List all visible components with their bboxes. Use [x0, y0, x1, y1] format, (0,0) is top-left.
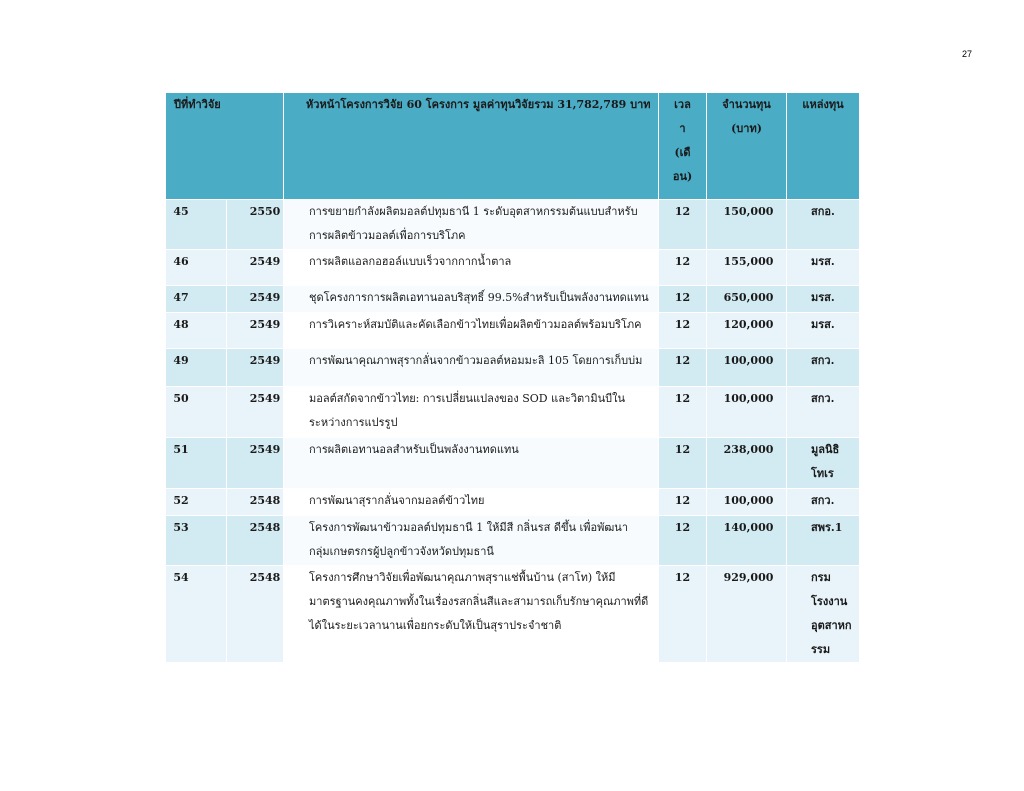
row-number: 49 — [166, 349, 227, 387]
row-year: 2549 — [227, 250, 284, 286]
row-year: 2548 — [227, 489, 284, 516]
row-amount: 238,000 — [707, 438, 787, 489]
cell-line: มูลนิธิ — [811, 443, 840, 456]
row-source — [787, 489, 860, 516]
cell-line: การพัฒนาคุณภาพสุรากลั่นจากข้าวมอลต์หอมมะลิ 105 โดยการเก็บบ่ม — [309, 354, 643, 367]
cell-line: กลุ่มเกษตรกรผู้ปลูกข้าวจังหวัดปทุมธานี — [309, 545, 494, 558]
row-duration: 12 — [659, 438, 707, 489]
row-amount: 100,000 — [707, 387, 787, 438]
row-number: 48 — [166, 313, 227, 349]
row-duration: 12 — [659, 489, 707, 516]
row-year: 2549 — [227, 313, 284, 349]
row-topic — [284, 516, 659, 566]
row-number: 46 — [166, 250, 227, 286]
row-amount: 100,000 — [707, 349, 787, 387]
cell-line: มาตรฐานคงคุณภาพทั้งในเรื่องรสกลิ่นสีและสามารถเก็บรักษาคุณภาพที่ดี — [309, 595, 649, 608]
cell-line: (เดื — [674, 146, 691, 159]
row-duration: 12 — [659, 313, 707, 349]
research-projects-table — [165, 92, 860, 663]
cell-line: อุตสาหก — [811, 619, 852, 632]
cell-line: การผลิตข้าวมอลต์เพื่อการบริโภค — [309, 229, 466, 242]
cell-line: (บาท) — [731, 122, 762, 135]
row-source — [787, 438, 860, 489]
table-row — [166, 438, 860, 489]
cell-line: ชุดโครงการการผลิตเอทานอลบริสุทธิ์ 99.5%สำหรับเป็นพลังงานทดแทน — [309, 291, 649, 304]
cell-line: มรส. — [811, 255, 835, 268]
row-number: 52 — [166, 489, 227, 516]
header-duration — [659, 93, 707, 200]
row-source — [787, 313, 860, 349]
cell-line: โครงการศึกษาวิจัยเพื่อพัฒนาคุณภาพสุราแช่พื้นบ้าน (สาโท) ให้มี — [309, 571, 616, 584]
table-row — [166, 313, 860, 349]
table-row — [166, 349, 860, 387]
row-duration: 12 — [659, 286, 707, 313]
row-duration: 12 — [659, 516, 707, 566]
cell-line: มอลต์สกัดจากข้าวไทย: การเปลี่ยนแปลงของ SOD และวิตามินบีใน — [309, 392, 625, 405]
cell-line: อน) — [672, 170, 693, 183]
row-duration: 12 — [659, 200, 707, 250]
row-amount: 929,000 — [707, 566, 787, 663]
table-row — [166, 250, 860, 286]
row-duration: 12 — [659, 387, 707, 438]
cell-line: โทเร — [811, 467, 834, 480]
page-number: 27 — [962, 49, 973, 59]
row-topic — [284, 200, 659, 250]
row-amount: 140,000 — [707, 516, 787, 566]
row-duration: 12 — [659, 349, 707, 387]
cell-line: มรส. — [811, 318, 835, 331]
cell-line: การผลิตเอทานอลสำหรับเป็นพลังงานทดแทน — [309, 443, 519, 456]
cell-line: จำนวนทุน — [722, 98, 771, 111]
row-topic — [284, 387, 659, 438]
row-amount: 100,000 — [707, 489, 787, 516]
cell-line: มรส. — [811, 291, 835, 304]
cell-line: สกอ. — [811, 205, 835, 218]
row-source — [787, 349, 860, 387]
cell-line: การขยายกำลังผลิตมอลต์ปทุมธานี 1 ระดับอุตสาหกรรมต้นแบบสำหรับ — [309, 205, 638, 218]
row-topic — [284, 489, 659, 516]
row-source — [787, 286, 860, 313]
row-topic — [284, 286, 659, 313]
cell-line: า — [679, 122, 686, 135]
cell-line: การพัฒนาสุรากลั่นจากมอลต์ข้าวไทย — [309, 494, 485, 507]
row-source — [787, 516, 860, 566]
row-amount: 120,000 — [707, 313, 787, 349]
row-year: 2548 — [227, 566, 284, 663]
row-source — [787, 387, 860, 438]
row-number: 50 — [166, 387, 227, 438]
row-year: 2548 — [227, 516, 284, 566]
row-year: 2549 — [227, 349, 284, 387]
row-amount: 155,000 — [707, 250, 787, 286]
cell-line: โรงงาน — [811, 595, 848, 608]
table-row — [166, 489, 860, 516]
cell-line: กรม — [811, 571, 831, 584]
row-amount: 150,000 — [707, 200, 787, 250]
cell-line: การวิเคราะห์สมบัติและคัดเลือกข้าวไทยเพื่อผลิตข้าวมอลต์พร้อมบริโภค — [309, 318, 642, 331]
cell-line: ระหว่างการแปรรูป — [309, 416, 398, 429]
table-row — [166, 387, 860, 438]
table-row — [166, 200, 860, 250]
row-year: 2549 — [227, 286, 284, 313]
row-source — [787, 250, 860, 286]
table-header-row — [166, 93, 860, 200]
cell-line: โครงการพัฒนาข้าวมอลต์ปทุมธานี 1 ให้มีสี กลิ่นรส ดีขึ้น เพื่อพัฒนา — [309, 521, 628, 534]
row-number: 54 — [166, 566, 227, 663]
row-amount: 650,000 — [707, 286, 787, 313]
header-source: แหล่งทุน — [787, 93, 860, 200]
row-topic — [284, 566, 659, 663]
cell-line: ได้ในระยะเวลานานเพื่อยกระดับให้เป็นสุราประจำชาติ — [309, 619, 562, 632]
cell-line: สกว. — [811, 354, 835, 367]
row-number: 47 — [166, 286, 227, 313]
row-source — [787, 566, 860, 663]
row-number: 45 — [166, 200, 227, 250]
row-topic — [284, 250, 659, 286]
row-duration: 12 — [659, 566, 707, 663]
cell-line: เวล — [674, 98, 691, 111]
cell-line: สกว. — [811, 494, 835, 507]
cell-line: สพร.1 — [811, 521, 843, 534]
cell-line: การผลิตแอลกอฮอล์แบบเร็วจากกากน้ำตาล — [309, 255, 512, 268]
row-topic — [284, 313, 659, 349]
table-row — [166, 516, 860, 566]
row-topic — [284, 349, 659, 387]
row-year: 2549 — [227, 387, 284, 438]
row-duration: 12 — [659, 250, 707, 286]
table-row — [166, 286, 860, 313]
row-number: 51 — [166, 438, 227, 489]
row-year: 2550 — [227, 200, 284, 250]
header-amount — [707, 93, 787, 200]
row-topic — [284, 438, 659, 489]
header-topic: หัวหน้าโครงการวิจัย 60 โครงการ มูลค่าทุนวิจัยรวม 31,782,789 บาท — [284, 93, 659, 200]
cell-line: สกว. — [811, 392, 835, 405]
row-source — [787, 200, 860, 250]
header-year: ปีที่ทำวิจัย — [166, 93, 284, 200]
cell-line: รรม — [811, 643, 831, 656]
row-number: 53 — [166, 516, 227, 566]
table-row — [166, 566, 860, 663]
row-year: 2549 — [227, 438, 284, 489]
